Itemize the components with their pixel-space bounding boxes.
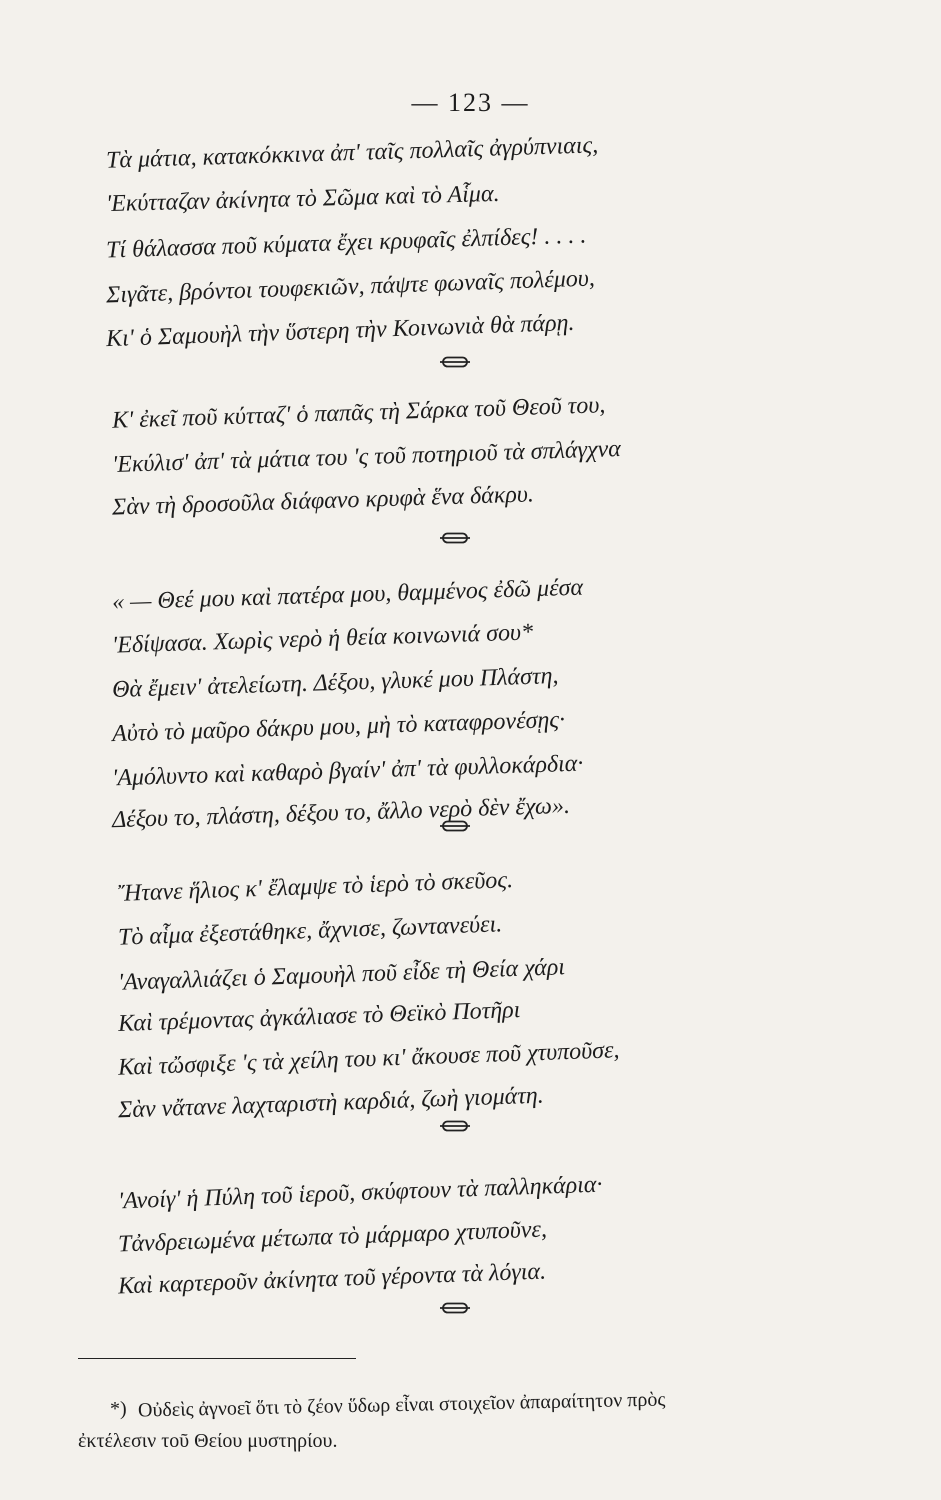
poem-line: 'Αναγαλλιάζει ὁ Σαμουὴλ ποῦ εἶδε τὴ Θεία χάρι: [117, 954, 566, 996]
ornament-divider: [440, 1302, 470, 1314]
poem-line: 'Εδίψασα. Χωρὶς νερὸ ἡ θεία κοινωνιά σου*: [111, 619, 534, 659]
poem-line: 'Ανοίγ' ἡ Πύλη τοῦ ἱεροῦ, σκύφτουν τὰ παλληκάρια·: [117, 1171, 603, 1215]
poem-line: Σιγᾶτε, βρόντοι τουφεκιῶν, πάψτε φωναῖς πολέμου,: [105, 265, 596, 309]
ornament-divider: [440, 1120, 470, 1132]
poem-line: 'Εκύλισ' ἀπ' τὰ μάτια του 'ς τοῦ ποτηριοῦ τὰ σπλάγχνα: [111, 436, 622, 478]
poem-line: 'Αμόλυντο καὶ καθαρὸ βγαίν' ἀπ' τὰ φυλλοκάρδια·: [111, 750, 584, 792]
page-number: — 123 —: [411, 88, 530, 117]
poem-line: « — Θεέ μου καὶ πατέρα μου, θαμμένος ἐδῶ μέσα: [111, 574, 584, 616]
poem-line: Καὶ τρέμοντας ἀγκάλιασε τὸ Θεϊκὸ Ποτῆρι: [117, 996, 521, 1038]
poem-line: Κ' ἐκεῖ ποῦ κύτταζ' ὁ παπᾶς τὴ Σάρκα τοῦ Θεοῦ του,: [111, 392, 606, 434]
footnote-line-1: Οὐδεὶς ἀγνοεῖ ὅτι τὸ ζέον ὕδωρ εἶναι στοιχεῖον ἀπαραίτητον πρὸς: [137, 1388, 666, 1422]
footnote-mark: *): [110, 1398, 127, 1420]
poem-line: 'Εκύτταζαν ἀκίνητα τὸ Σῶμα καὶ τὸ Αἷμα.: [105, 180, 500, 218]
poem-line: Κι' ὁ Σαμουὴλ τὴν ὕστερη τὴν Κοινωνιὰ θὰ πάρῃ.: [105, 309, 575, 353]
poem-line: Σὰν τὴ δροσοῦλα διάφανο κρυφὰ ἕνα δάκρυ.: [111, 481, 535, 521]
poem-line: Θὰ ἔμειν' ἀτελείωτη. Δέξου, γλυκέ μου Πλάστη,: [111, 662, 559, 704]
poem-line: Ἤτανε ἥλιος κ' ἔλαμψε τὸ ἱερὸ τὸ σκεῦος.: [117, 867, 514, 907]
ornament-divider: [440, 820, 470, 832]
footnote-rule: [78, 1358, 356, 1359]
ornament-divider: [440, 532, 470, 544]
poem-line: Τὸ αἷμα ἐξεστάθηκε, ἄχνισε, ζωντανεύει.: [117, 911, 503, 951]
poem-line: Τὰ μάτια, κατακόκκινα ἀπ' ταῖς πολλαῖς ἀγρύπνιαις,: [105, 132, 599, 174]
poem-line: Τί θάλασσα ποῦ κύματα ἔχει κρυφαῖς ἐλπίδες! . . . .: [105, 222, 587, 264]
ornament-divider: [440, 356, 470, 368]
poem-line: Τἀνδρειωμένα μέτωπα τὸ μάρμαρο χτυποῦνε,: [117, 1216, 548, 1258]
poem-line: Αὐτὸ τὸ μαῦρο δάκρυ μου, μὴ τὸ καταφρονέσῃς·: [111, 706, 566, 748]
poem-line: Δέξου το, πλάστη, δέξου το, ἄλλο νερὸ δὲν ἔχω».: [111, 792, 571, 834]
footnote-line-2: ἐκτέλεσιν τοῦ Θείου μυστηρίου.: [78, 1430, 338, 1452]
poem-line: Καὶ τὤσφιξε 'ς τὰ χείλη του κι' ἄκουσε ποῦ χτυποῦσε,: [117, 1037, 620, 1081]
poem-line: Καὶ καρτεροῦν ἀκίνητα τοῦ γέροντα τὰ λόγια.: [117, 1258, 547, 1300]
poem-line: Σὰν νἄτανε λαχταριστὴ καρδιά, ζωὴ γιομάτη.: [117, 1082, 545, 1124]
